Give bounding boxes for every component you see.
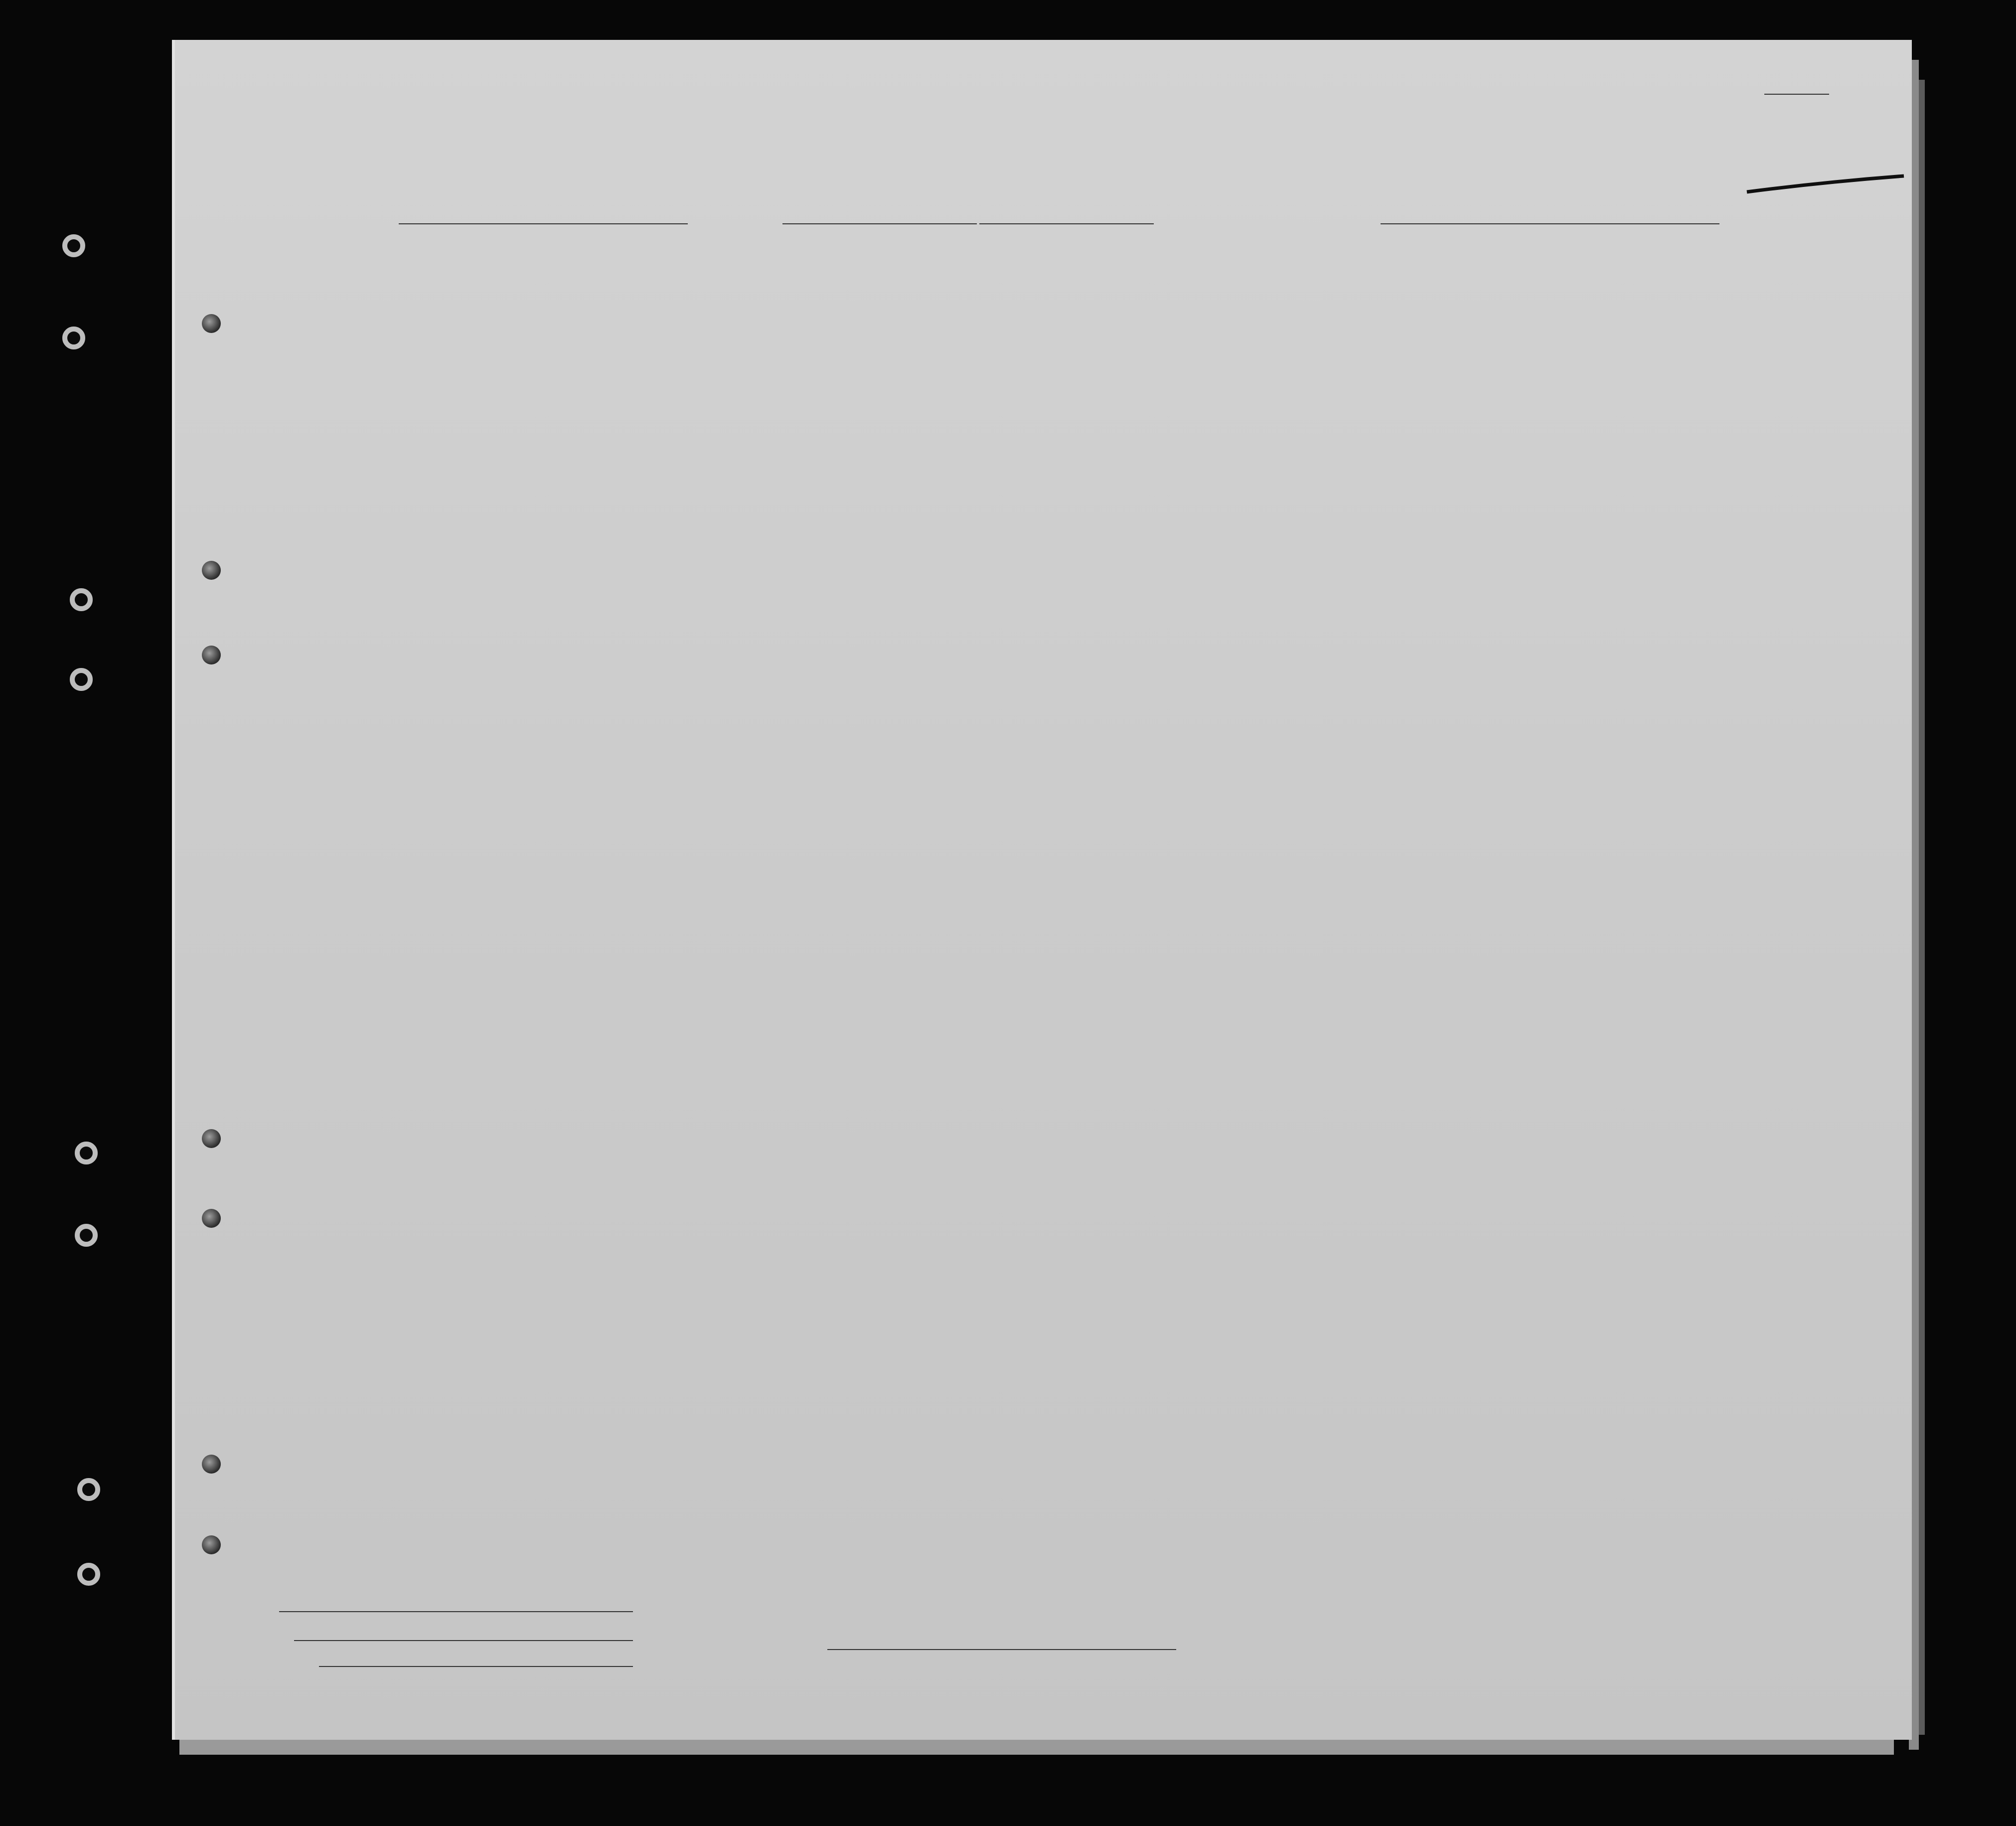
signature-line xyxy=(827,1649,1176,1650)
owners-underline xyxy=(294,1640,633,1641)
line-underline xyxy=(279,1611,633,1612)
agents-underline xyxy=(319,1666,633,1667)
